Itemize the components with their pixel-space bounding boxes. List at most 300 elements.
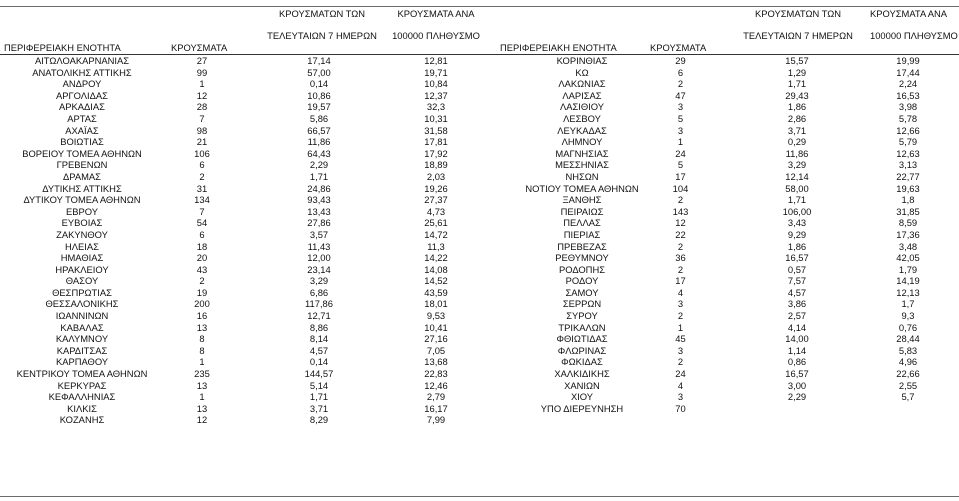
table-row: [0, 241, 498, 253]
table-row: [498, 125, 959, 137]
table-row: [498, 183, 959, 195]
right-header-region: ΠΕΡΙΦΕΡΕΙΑΚΗ ΕΝΟΤΗΤΑ: [500, 42, 617, 53]
region-cell: ΚΑΡΠΑΘΟΥ: [55, 356, 109, 368]
cases-cell: 3: [677, 298, 684, 310]
region-cell: ΘΕΣΠΡΩΤΙΑΣ: [52, 286, 112, 298]
cases-cell: 6: [677, 66, 684, 78]
cases-cell: 1: [199, 78, 205, 90]
cases-cell: 2: [677, 263, 684, 275]
avg7-cell: 1,71: [309, 170, 329, 182]
per100k-cell: 16,17: [424, 402, 448, 414]
region-cell: ΘΕΣΣΑΛΟΝΙΚΗΣ: [45, 298, 119, 310]
per100k-cell: 4,73: [426, 205, 446, 217]
region-cell: ΓΡΕΒΕΝΩΝ: [56, 159, 108, 171]
avg7-cell: 3,00: [787, 379, 807, 391]
table-row: [498, 217, 959, 229]
region-cell: ΛΗΜΝΟΥ: [561, 136, 603, 148]
per100k-cell: 7,99: [426, 414, 446, 426]
table-row: [498, 241, 959, 253]
region-cell: ΛΑΡΙΣΑΣ: [562, 89, 602, 101]
region-cell: ΞΑΝΘΗΣ: [562, 194, 602, 206]
region-cell: ΑΡΤΑΣ: [67, 112, 97, 124]
table-row: [498, 403, 959, 415]
avg7-cell: 12,00: [307, 252, 331, 264]
per100k-cell: 43,59: [424, 286, 448, 298]
avg7-cell: 12,14: [785, 170, 809, 182]
table-row: [498, 101, 959, 113]
avg7-cell: 14,00: [785, 333, 809, 345]
avg7-cell: 8,86: [309, 321, 329, 333]
table-row: [498, 78, 959, 90]
cases-cell: 106: [194, 147, 210, 159]
per100k-cell: 16,53: [896, 89, 920, 101]
region-cell: ΤΡΙΚΑΛΩΝ: [558, 321, 606, 333]
region-cell: ΦΩΚΙΔΑΣ: [561, 356, 603, 368]
region-cell: ΛΑΣΙΘΙΟΥ: [559, 101, 605, 113]
cases-cell: 28: [196, 101, 208, 113]
per100k-cell: 2,55: [898, 379, 918, 391]
per100k-cell: 31,58: [424, 124, 448, 136]
region-cell: ΣΑΜΟΥ: [565, 286, 599, 298]
avg7-cell: 3,29: [309, 275, 329, 287]
region-cell: ΦΛΩΡΙΝΑΣ: [557, 344, 607, 356]
cases-cell: 22: [675, 228, 686, 240]
per100k-cell: 4,96: [898, 356, 918, 368]
table-row: [498, 90, 959, 102]
avg7-cell: 3,43: [787, 217, 807, 229]
per100k-cell: 14,72: [424, 228, 448, 240]
cases-cell: 8: [199, 333, 205, 345]
table-row: [0, 101, 498, 113]
table-row: [498, 380, 959, 392]
cases-cell: 20: [196, 252, 208, 264]
table-row: [0, 368, 498, 380]
table-row: [0, 322, 498, 334]
table-row: [498, 333, 959, 345]
per100k-cell: 22,83: [424, 368, 448, 380]
table-row: [498, 287, 959, 299]
avg7-cell: 27,86: [307, 217, 331, 229]
table-row: [498, 275, 959, 287]
per100k-cell: 14,19: [896, 275, 920, 287]
cases-cell: 4: [677, 379, 684, 391]
per100k-cell: 12,46: [424, 379, 448, 391]
table-row: [498, 322, 959, 334]
per100k-cell: 25,61: [424, 217, 448, 229]
table-row: [0, 67, 498, 79]
per100k-cell: 12,63: [896, 147, 920, 159]
cases-cell: 13: [196, 321, 208, 333]
region-cell: ΑΡΓΟΛΙΔΑΣ: [56, 89, 108, 101]
table-row: [0, 391, 498, 403]
avg7-cell: 7,57: [787, 275, 807, 287]
right-header-cases: ΚΡΟΥΣΜΑΤΑ: [650, 42, 707, 53]
region-cell: ΡΟΔΟΠΗΣ: [558, 263, 606, 275]
region-cell: ΒΟΡΕΙΟΥ ΤΟΜΕΑ ΑΘΗΝΩΝ: [22, 147, 142, 159]
left-header-avg-line2: ΚΡΟΥΣΜΑΤΩΝ ΤΩΝ: [278, 8, 366, 19]
table-row: [0, 90, 498, 102]
per100k-cell: 19,99: [896, 55, 920, 66]
avg7-cell: 13,43: [307, 205, 331, 217]
avg7-cell: 23,14: [307, 263, 331, 275]
table-row: [0, 380, 498, 392]
per100k-cell: 14,52: [424, 275, 448, 287]
region-cell: ΧΙΟΥ: [570, 391, 594, 403]
table-row: [498, 298, 959, 310]
region-cell: ΑΝΑΤΟΛΙΚΗΣ ΑΤΤΙΚΗΣ: [32, 66, 132, 78]
avg7-cell: 11,86: [785, 147, 809, 159]
avg7-cell: 5,14: [309, 379, 329, 391]
table-row: [498, 310, 959, 322]
right-header-avg-line2: ΚΡΟΥΣΜΑΤΩΝ ΤΩΝ: [754, 8, 842, 19]
per100k-cell: 10,31: [424, 112, 448, 124]
per100k-cell: 17,81: [424, 136, 448, 148]
left-header-avg: [267, 0, 377, 53]
per100k-cell: 2,03: [426, 170, 446, 182]
cases-cell: 5: [677, 159, 684, 171]
cases-cell: 13: [196, 379, 208, 391]
per100k-cell: 5,78: [898, 112, 918, 124]
region-cell: ΚΕΦΑΛΛΗΝΙΑΣ: [48, 391, 116, 403]
table-row: [0, 275, 498, 287]
per100k-cell: 5,79: [898, 136, 918, 148]
table-row: [0, 78, 498, 90]
avg7-cell: 0,29: [787, 136, 807, 148]
per100k-cell: 10,84: [424, 78, 448, 90]
region-cell: ΚΙΛΚΙΣ: [67, 402, 97, 414]
per100k-cell: 27,37: [424, 194, 448, 206]
avg7-cell: 29,43: [785, 89, 809, 101]
cases-cell: 7: [199, 205, 205, 217]
cases-cell: 4: [677, 286, 684, 298]
avg7-cell: 3,57: [309, 228, 329, 240]
table-row: [0, 356, 498, 368]
per100k-cell: 3,48: [898, 240, 918, 252]
per100k-cell: 5,83: [898, 344, 918, 356]
right-table-rows: [498, 55, 959, 414]
cases-cell: 24: [675, 147, 686, 159]
per100k-cell: 28,44: [896, 333, 920, 345]
per100k-cell: 3,13: [898, 159, 918, 171]
table-row: [498, 356, 959, 368]
avg7-cell: 11,43: [307, 240, 331, 252]
table-row: [498, 391, 959, 403]
right-table-block: [498, 8, 959, 414]
right-header-avg-line3: ΤΕΛΕΥΤΑΙΩΝ 7 ΗΜΕΡΩΝ: [743, 30, 853, 41]
cases-cell: 12: [675, 217, 686, 229]
per100k-cell: 1,7: [901, 298, 915, 310]
region-cell: ΥΠΟ ΔΙΕΡΕΥΝΗΣΗ: [540, 402, 624, 414]
cases-cell: 5: [677, 112, 684, 124]
avg7-cell: 0,86: [787, 356, 807, 368]
table-row: [498, 136, 959, 148]
avg7-cell: 4,57: [309, 344, 329, 356]
region-cell: ΜΑΓΝΗΣΙΑΣ: [555, 147, 609, 159]
cases-cell: 1: [199, 356, 205, 368]
region-cell: ΗΜΑΘΙΑΣ: [60, 252, 104, 264]
table-row: [0, 194, 498, 206]
cases-cell: 2: [677, 78, 684, 90]
region-cell: ΑΙΤΩΛΟΑΚΑΡΝΑΝΙΑΣ: [34, 55, 130, 66]
region-cell: ΣΕΡΡΩΝ: [562, 298, 602, 310]
cases-cell: 2: [677, 310, 684, 322]
avg7-cell: 2,57: [787, 310, 807, 322]
table-row: [0, 298, 498, 310]
region-cell: ΝΟΤΙΟΥ ΤΟΜΕΑ ΑΘΗΝΩΝ: [525, 182, 639, 194]
avg7-cell: 8,14: [309, 333, 329, 345]
region-cell: ΚΑΒΑΛΑΣ: [60, 321, 104, 333]
region-cell: ΚΑΡΔΙΤΣΑΣ: [56, 344, 108, 356]
region-cell: ΕΒΡΟΥ: [65, 205, 98, 217]
avg7-cell: 3,71: [787, 124, 807, 136]
avg7-cell: 1,71: [787, 194, 807, 206]
avg7-cell: 64,43: [307, 147, 331, 159]
avg7-cell: 2,86: [787, 112, 807, 124]
per100k-cell: 19,26: [424, 182, 448, 194]
per100k-cell: 19,71: [424, 66, 448, 78]
right-table-header: [498, 8, 959, 55]
table-row: [498, 252, 959, 264]
table-row: [0, 217, 498, 229]
left-header-region: ΠΕΡΙΦΕΡΕΙΑΚΗ ΕΝΟΤΗΤΑ: [4, 42, 121, 53]
cases-cell: 2: [199, 170, 205, 182]
per100k-cell: 12,37: [424, 89, 448, 101]
table-row: [0, 171, 498, 183]
avg7-cell: 15,57: [785, 55, 809, 66]
avg7-cell: 66,57: [307, 124, 331, 136]
region-cell: ΚΟΡΙΝΘΙΑΣ: [556, 55, 608, 66]
cases-cell: 2: [677, 240, 684, 252]
per100k-cell: 9,53: [426, 310, 446, 322]
table-row: [498, 55, 959, 67]
left-table-header: [0, 8, 498, 55]
region-cell: ΑΡΚΑΔΙΑΣ: [59, 101, 105, 113]
left-table-rows: [0, 55, 498, 426]
avg7-cell: 0,57: [787, 263, 807, 275]
cases-cell: 8: [199, 344, 205, 356]
avg7-cell: 9,29: [787, 228, 807, 240]
cases-cell: 6: [199, 159, 205, 171]
avg7-cell: 16,57: [785, 368, 809, 380]
region-cell: ΛΕΥΚΑΔΑΣ: [557, 124, 607, 136]
right-header-per100k-line1: ΚΡΟΥΣΜΑΤΑ ΑΝΑ: [870, 8, 948, 19]
avg7-cell: 57,00: [307, 66, 331, 78]
region-cell: ΠΙΕΡΙΑΣ: [563, 228, 601, 240]
per100k-cell: 12,13: [896, 286, 920, 298]
cases-cell: 3: [677, 344, 684, 356]
left-header-per100k: [381, 0, 491, 53]
cases-cell: 21: [196, 136, 208, 148]
cases-cell: 31: [196, 182, 208, 194]
cases-cell: 54: [196, 217, 208, 229]
avg7-cell: 1,29: [787, 66, 807, 78]
avg7-cell: 0,14: [309, 356, 329, 368]
table-row: [0, 345, 498, 357]
table-row: [0, 159, 498, 171]
avg7-cell: 6,86: [309, 286, 329, 298]
per100k-cell: 1,8: [901, 194, 915, 206]
per100k-cell: 2,24: [898, 78, 918, 90]
per100k-cell: 10,41: [424, 321, 448, 333]
region-cell: ΜΕΣΣΗΝΙΑΣ: [555, 159, 609, 171]
cases-cell: 2: [677, 356, 684, 368]
per100k-cell: 42,05: [896, 252, 920, 264]
cases-cell: 2: [199, 275, 205, 287]
table-row: [0, 287, 498, 299]
avg7-cell: 1,71: [787, 78, 807, 90]
per100k-cell: 7,05: [426, 344, 446, 356]
cases-cell: 1: [199, 391, 205, 403]
table-row: [0, 333, 498, 345]
region-cell: ΛΕΣΒΟΥ: [563, 112, 601, 124]
table-row: [498, 229, 959, 241]
region-cell: ΛΑΚΩΝΙΑΣ: [558, 78, 606, 90]
right-header-avg: [743, 0, 853, 53]
per100k-cell: 31,85: [896, 205, 920, 217]
cases-cell: 70: [675, 402, 686, 414]
cases-cell: 18: [196, 240, 208, 252]
region-cell: ΔΥΤΙΚΗΣ ΑΤΤΙΚΗΣ: [42, 182, 122, 194]
region-cell: ΙΩΑΝΝΙΝΩΝ: [55, 310, 109, 322]
avg7-cell: 2,29: [787, 391, 807, 403]
per100k-cell: 8,59: [898, 217, 918, 229]
per100k-cell: 13,68: [424, 356, 448, 368]
cases-cell: 12: [196, 89, 208, 101]
per100k-cell: 2,79: [426, 391, 446, 403]
per100k-cell: 1,79: [898, 263, 918, 275]
cases-cell: 47: [675, 89, 686, 101]
cases-cell: 1: [677, 136, 684, 148]
per100k-cell: 9,3: [901, 310, 915, 322]
avg7-cell: 24,86: [307, 182, 331, 194]
region-cell: ΚΑΛΥΜΝΟΥ: [55, 333, 109, 345]
region-cell: ΚΕΡΚΥΡΑΣ: [57, 379, 107, 391]
avg7-cell: 0,14: [309, 78, 329, 90]
table-row: [0, 310, 498, 322]
region-cell: ΒΟΙΩΤΙΑΣ: [60, 136, 104, 148]
avg7-cell: 1,71: [309, 391, 329, 403]
avg7-cell: 4,14: [787, 321, 807, 333]
per100k-cell: 17,44: [896, 66, 920, 78]
region-cell: ΠΕΛΛΑΣ: [563, 217, 601, 229]
table-row: [0, 403, 498, 415]
avg7-cell: 144,57: [304, 368, 334, 380]
avg7-cell: 17,14: [307, 55, 331, 66]
table-row: [498, 67, 959, 79]
per100k-cell: 22,77: [896, 170, 920, 182]
cases-cell: 24: [675, 368, 686, 380]
region-cell: ΗΡΑΚΛΕΙΟΥ: [55, 263, 109, 275]
table-row: [0, 136, 498, 148]
cases-cell: 2: [677, 194, 684, 206]
region-cell: ΔΥΤΙΚΟΥ ΤΟΜΕΑ ΑΘΗΝΩΝ: [23, 194, 141, 206]
table-row: [0, 183, 498, 195]
table-row: [0, 252, 498, 264]
per100k-cell: 22,66: [896, 368, 920, 380]
avg7-cell: 10,86: [307, 89, 331, 101]
avg7-cell: 1,86: [787, 240, 807, 252]
bottom-border-line: [0, 496, 959, 497]
per100k-cell: 27,16: [424, 333, 448, 345]
region-cell: ΠΕΙΡΑΙΩΣ: [560, 205, 604, 217]
left-table-block: [0, 8, 498, 426]
avg7-cell: 8,29: [309, 414, 329, 426]
region-cell: ΦΘΙΩΤΙΔΑΣ: [556, 333, 608, 345]
cases-cell: 27: [196, 55, 208, 66]
table-row: [498, 194, 959, 206]
region-cell: ΑΝΔΡΟΥ: [62, 78, 102, 90]
left-header-avg-line3: ΤΕΛΕΥΤΑΙΩΝ 7 ΗΜΕΡΩΝ: [267, 30, 377, 41]
table-row: [498, 159, 959, 171]
region-cell: ΡΟΔΟΥ: [565, 275, 599, 287]
table-row: [0, 113, 498, 125]
cases-cell: 19: [196, 286, 208, 298]
cases-cell: 6: [199, 228, 205, 240]
table-row: [498, 345, 959, 357]
cases-cell: 17: [675, 170, 686, 182]
right-header-per100k: [870, 0, 959, 53]
region-cell: ΖΑΚΥΝΘΟΥ: [56, 228, 108, 240]
table-row: [0, 264, 498, 276]
per100k-cell: 32,3: [426, 101, 446, 113]
left-header-cases: ΚΡΟΥΣΜΑΤΑ: [171, 42, 228, 53]
table-row: [498, 264, 959, 276]
region-cell: ΡΕΘΥΜΝΟΥ: [555, 252, 609, 264]
cases-cell: 43: [196, 263, 208, 275]
table-row: [0, 55, 498, 67]
table-row: [498, 206, 959, 218]
region-cell: ΝΗΣΩΝ: [565, 170, 599, 182]
right-header-per100k-line2: 100000 ΠΛΗΘΥΣΜΟ: [870, 30, 958, 41]
avg7-cell: 3,71: [309, 402, 329, 414]
region-cell: ΚΟΖΑΝΗΣ: [59, 414, 105, 426]
left-header-per100k-line1: ΚΡΟΥΣΜΑΤΑ ΑΝΑ: [397, 8, 475, 19]
cases-cell: 13: [196, 402, 208, 414]
table-row: [498, 368, 959, 380]
per100k-cell: 12,66: [896, 124, 920, 136]
cases-cell: 3: [677, 101, 684, 113]
table-row: [498, 113, 959, 125]
cases-cell: 16: [196, 310, 208, 322]
cases-cell: 3: [677, 391, 684, 403]
avg7-cell: 3,86: [787, 298, 807, 310]
cases-cell: 99: [196, 66, 208, 78]
avg7-cell: 117,86: [305, 298, 333, 310]
avg7-cell: 1,86: [787, 101, 807, 113]
per100k-cell: 17,36: [896, 228, 920, 240]
per100k-cell: 18,01: [424, 298, 448, 310]
per100k-cell: 11,3: [427, 240, 445, 252]
region-cell: ΚΩ: [575, 66, 589, 78]
cases-cell: 36: [675, 252, 686, 264]
region-cell: ΕΥΒΟΙΑΣ: [61, 217, 103, 229]
avg7-cell: 3,29: [787, 159, 807, 171]
region-cell: ΑΧΑΪΑΣ: [65, 124, 99, 136]
cases-cell: 104: [672, 182, 689, 194]
avg7-cell: 1,14: [787, 344, 807, 356]
cases-cell: 12: [196, 414, 208, 426]
cases-cell: 134: [194, 194, 210, 206]
avg7-cell: 11,86: [307, 136, 331, 148]
avg7-cell: 2,29: [309, 159, 329, 171]
per100k-cell: 0,76: [898, 321, 918, 333]
cases-cell: 3: [677, 124, 684, 136]
table-row: [0, 414, 498, 426]
per100k-cell: 17,92: [424, 147, 448, 159]
cases-cell: 235: [194, 368, 210, 380]
avg7-cell: 16,57: [785, 252, 809, 264]
region-cell: ΘΑΣΟΥ: [65, 275, 99, 287]
